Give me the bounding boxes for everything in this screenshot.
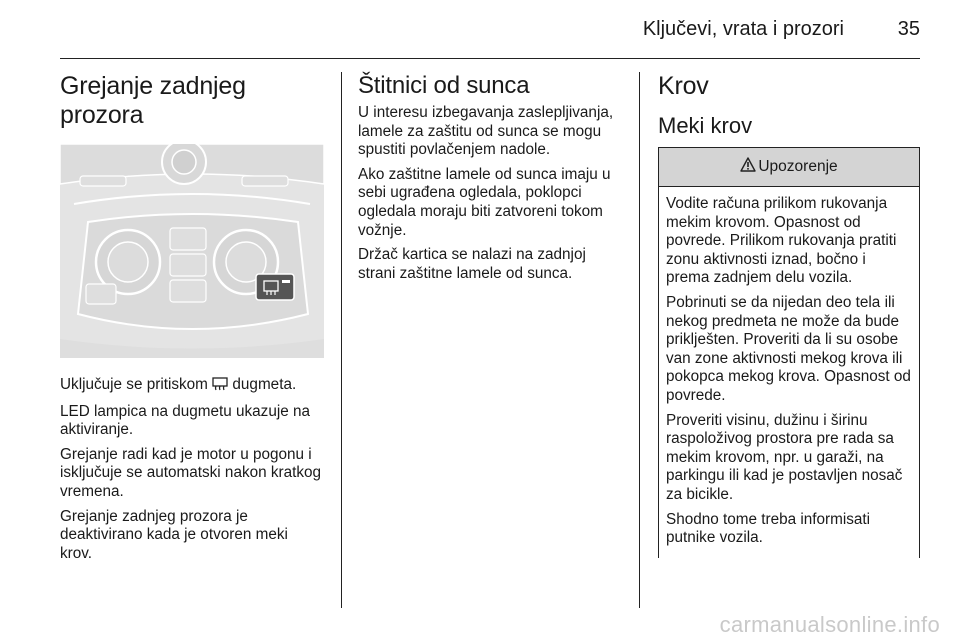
column-roof [658,72,920,558]
paragraph-card-holder: Držač kartica se nalazi na zadnjoj strani zaštitne lamele od sunca. [358,246,586,282]
section-heading: Štitnici od sunca [358,72,530,99]
warning-box [658,147,920,558]
section-heading: Grejanje zadnjeg prozora [60,72,246,129]
climate-panel-illustration [60,144,324,358]
paragraph-led: LED lampica na dugmetu ukazuje na aktiviranje. [60,402,311,439]
paragraph-sun-visor-use: U interesu izbegavanja zaslepljivanja, lamele za zaštitu od sunca se mogu spustiti povlačenjem nadole. [358,104,614,159]
watermark: carmanualsonline.info [719,612,940,637]
header-title: Ključevi, vrata i prozori [642,18,844,40]
warning-title: Upozorenje [758,158,838,175]
warning-body [659,187,919,558]
warning-paragraph: Shodno tome treba informisati putnike vozila. [666,510,871,547]
paragraph-operation: Grejanje radi kad je motor u pogonu i isključuje se automatski nakon kratkog vremena. [60,445,322,500]
subsection-heading: Meki krov [658,113,753,138]
paragraph-mirror-covers: Ako zaštitne lamele od sunca imaju u sebi ugrađena ogledala, poklopci ogledala moraju biti zatvoreni tokom vožnje. [358,165,611,239]
column-divider-1 [341,72,342,608]
column-divider-2 [639,72,640,608]
warning-header [659,147,919,187]
warning-paragraph: Vodite računa prilikom rukovanja mekim krovom. Opasnost od povrede. Prilikom rukovanja pratiti zonu aktivnosti iznad, bočno i prema zadnjem delu vozila. [666,195,897,287]
warning-triangle-icon [740,157,758,177]
header-rule [60,58,920,59]
column-sun-visors [358,72,624,289]
section-heading: Krov [658,72,709,100]
warning-paragraph: Proveriti visinu, dužinu i širinu raspoloživog prostora pre rada sa mekim krovom, npr. u garaži, na parkingu ili kad je postavljen nosač za bicikle. [666,411,903,503]
page-number: 35 [897,18,920,40]
paragraph-deactivation: Grejanje zadnjeg prozora je deaktivirano kada je otvoren meki krov. [60,507,288,562]
paragraph-activation: Uključuje se pritiskom dugmeta. [60,376,324,397]
warning-paragraph: Pobrinuti se da nijedan deo tela ili nekog predmeta ne može da bude priklješten. Proveriti da li su osobe van zone aktivnosti mekog krova ili pokopca mekog krova. Opasnost od povrede. [666,293,911,404]
climate-control-panel-figure [60,144,324,358]
rear-window-heater-icon [212,377,228,397]
column-rear-window-heating [60,72,324,569]
